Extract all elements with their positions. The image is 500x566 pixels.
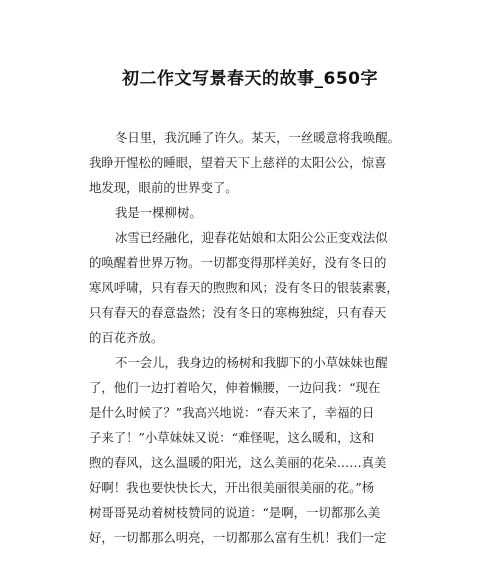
text-line: 是什么时候了？”我高兴地说：“春天来了，幸福的日 (89, 405, 375, 420)
text-line: 地发现，眼前的世界变了。 (89, 180, 238, 195)
document-body (89, 125, 421, 550)
text-line: 好，一切都那么明亮，一切都那么富有生机！我们一定 (89, 530, 387, 545)
text-line: 煦的春风，这么温暖的阳光，这么美丽的花朵……真美 (89, 455, 387, 470)
text-line: 的百花齐放。 (89, 330, 164, 345)
text-line: 寒风呼啸，只有春天的煦煦和风；没有冬日的银装素裹， (89, 280, 399, 295)
text-line: 我是一棵柳树。 (115, 205, 202, 220)
text-line: 树哥哥晃动着树枝赞同的说道：“是啊，一切都那么美 (89, 505, 381, 520)
text-line: 冰雪已经融化，迎春花姑娘和太阳公公正变戏法似 (115, 230, 388, 245)
text-line: 冬日里，我沉睡了许久。某天，一丝暖意将我唤醒。 (115, 130, 400, 145)
text-line: 好啊！我也要快快长大，开出很美丽很美丽的花。”杨 (89, 480, 375, 495)
text-line: 不一会儿，我身边的杨树和我脚下的小草妹妹也醒 (115, 355, 388, 370)
text-line: 只有春天的春意盎然；没有冬日的寒梅独绽，只有春天 (89, 305, 387, 320)
text-line: 的唤醒着世界万物。一切都变得那样美好，没有冬日的 (89, 255, 387, 270)
text-line: 子来了！”小草妹妹又说：“难怪呢，这么暖和，这和 (89, 430, 375, 445)
text-line: 了，他们一边打着哈欠，伸着懒腰，一边问我：“现在 (89, 380, 381, 395)
document-title: 初二作文写景春天的故事_650字 (122, 69, 378, 89)
text-line: 我睁开惺松的睡眼，望着天下上慈祥的太阳公公，惊喜 (89, 155, 387, 170)
